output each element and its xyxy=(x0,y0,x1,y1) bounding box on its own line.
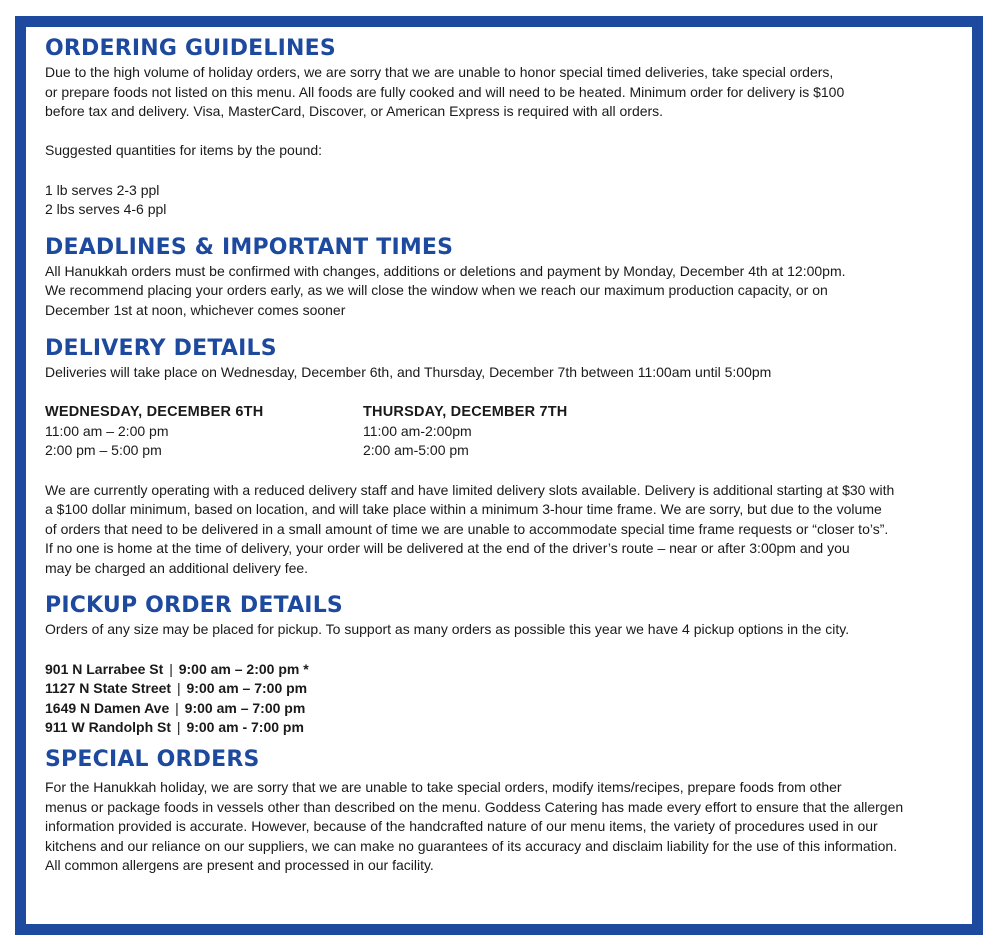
time-slot: 2:00 am-5:00 pm xyxy=(363,442,469,459)
pickup-hours: 9:00 am – 7:00 pm xyxy=(184,699,306,716)
pickup-location xyxy=(45,679,945,699)
pickup-location xyxy=(45,718,945,738)
pickup-intro: Orders of any size may be placed for pickup. To support as many orders as possible this year we have 4 pickup options in the city. xyxy=(45,621,850,638)
paragraph-line: information provided is accurate. However, because of the handcrafted nature of our menu items, the variety of procedures used in our xyxy=(45,818,878,835)
document-body xyxy=(45,35,945,876)
quantity-item: 2 lbs serves 4-6 ppl xyxy=(45,201,167,218)
paragraph-line: of orders that need to be delivered in a small amount of time we are unable to accommodate special time frame requests or “closer to’s”. xyxy=(45,520,889,537)
paragraph-line: kitchens and our reliance on our suppliers, we can make no guarantees of its accuracy and disclaim liability for the use of this information. xyxy=(45,837,898,854)
paragraph-line: All common allergens are present and processed in our facility. xyxy=(45,857,434,874)
paragraph-line: December 1st at noon, whichever comes sooner xyxy=(45,301,346,318)
pickup-hours: 9:00 am – 7:00 pm xyxy=(186,680,308,697)
paragraph-line: menus or package foods in vessels other than described on the menu. Goddess Catering has made every effort to ensure that the allergen xyxy=(45,798,904,815)
separator: | xyxy=(176,719,181,736)
pickup-address: 1127 N State Street xyxy=(45,680,172,697)
paragraph-line: We recommend placing your orders early, as we will close the window when we reach our maximum production capacity, or on xyxy=(45,282,828,299)
paragraph-line: Due to the high volume of holiday orders, we are sorry that we are unable to honor special timed deliveries, take special orders, xyxy=(45,64,834,80)
delivery-details-section xyxy=(45,335,945,579)
paragraph-line: All Hanukkah orders must be confirmed with changes, additions or deletions and payment by Monday, December 4th at 12:00pm. xyxy=(45,262,846,279)
pickup-location xyxy=(45,699,945,719)
pickup-location xyxy=(45,660,945,680)
section-title: PICKUP ORDER DETAILS xyxy=(45,593,343,619)
time-slot: 11:00 am – 2:00 pm xyxy=(45,422,169,439)
separator: | xyxy=(175,699,179,716)
paragraph-line: or prepare foods not listed on this menu. All foods are fully cooked and will need to be heated. Minimum order for delivery is $100 xyxy=(45,83,845,100)
paragraph-line: may be charged an additional delivery fee. xyxy=(45,559,309,576)
pickup-hours: 9:00 am – 2:00 pm * xyxy=(178,660,309,677)
pickup-address: 911 W Randolph St xyxy=(45,719,172,736)
paragraph-line: For the Hanukkah holiday, we are sorry that we are unable to take special orders, modify items/recipes, prepare foods from other xyxy=(45,779,842,796)
paragraph-line: before tax and delivery. Visa, MasterCard, Discover, or American Express is required with all orders. xyxy=(45,103,664,120)
deadlines-section xyxy=(45,234,945,321)
pickup-hours: 9:00 am - 7:00 pm xyxy=(186,719,304,736)
ordering-guidelines-section xyxy=(45,35,945,220)
time-slot: 2:00 pm – 5:00 pm xyxy=(45,442,162,459)
quantity-item: 1 lb serves 2-3 ppl xyxy=(45,181,160,198)
paragraph-line: We are currently operating with a reduced delivery staff and have limited delivery slots available. Delivery is additional starting at $30 with xyxy=(45,481,895,498)
special-orders-section xyxy=(45,746,945,876)
paragraph-line: If no one is home at the time of delivery, your order will be delivered at the end of the driver’s route – near or after 3:00pm and you xyxy=(45,540,850,557)
time-slot: 11:00 am-2:00pm xyxy=(363,422,472,439)
pickup-address: 901 N Larrabee St xyxy=(45,660,164,677)
delivery-day-wednesday xyxy=(45,402,363,461)
suggested-quantities-label: Suggested quantities for items by the pound: xyxy=(45,142,323,159)
delivery-intro: Deliveries will take place on Wednesday, December 6th, and Thursday, December 7th between 11:00am until 5:00pm xyxy=(45,363,772,380)
day-title: THURSDAY, DECEMBER 7TH xyxy=(363,403,568,420)
section-title: ORDERING GUIDELINES xyxy=(45,36,336,61)
pickup-address: 1649 N Damen Ave xyxy=(45,699,170,716)
section-title: SPECIAL ORDERS xyxy=(45,747,260,773)
section-title: DELIVERY DETAILS xyxy=(45,335,277,361)
day-title: WEDNESDAY, DECEMBER 6TH xyxy=(45,403,264,420)
separator: | xyxy=(176,680,181,697)
section-title: DEADLINES & IMPORTANT TIMES xyxy=(45,234,454,260)
paragraph-line: a $100 dollar minimum, based on location, and will take place within a minimum 3-hour time frame. We are sorry, but due to the volume xyxy=(45,501,882,518)
delivery-days xyxy=(45,402,945,461)
pickup-details-section xyxy=(45,592,945,738)
separator: | xyxy=(169,660,173,677)
delivery-day-thursday xyxy=(363,402,681,461)
